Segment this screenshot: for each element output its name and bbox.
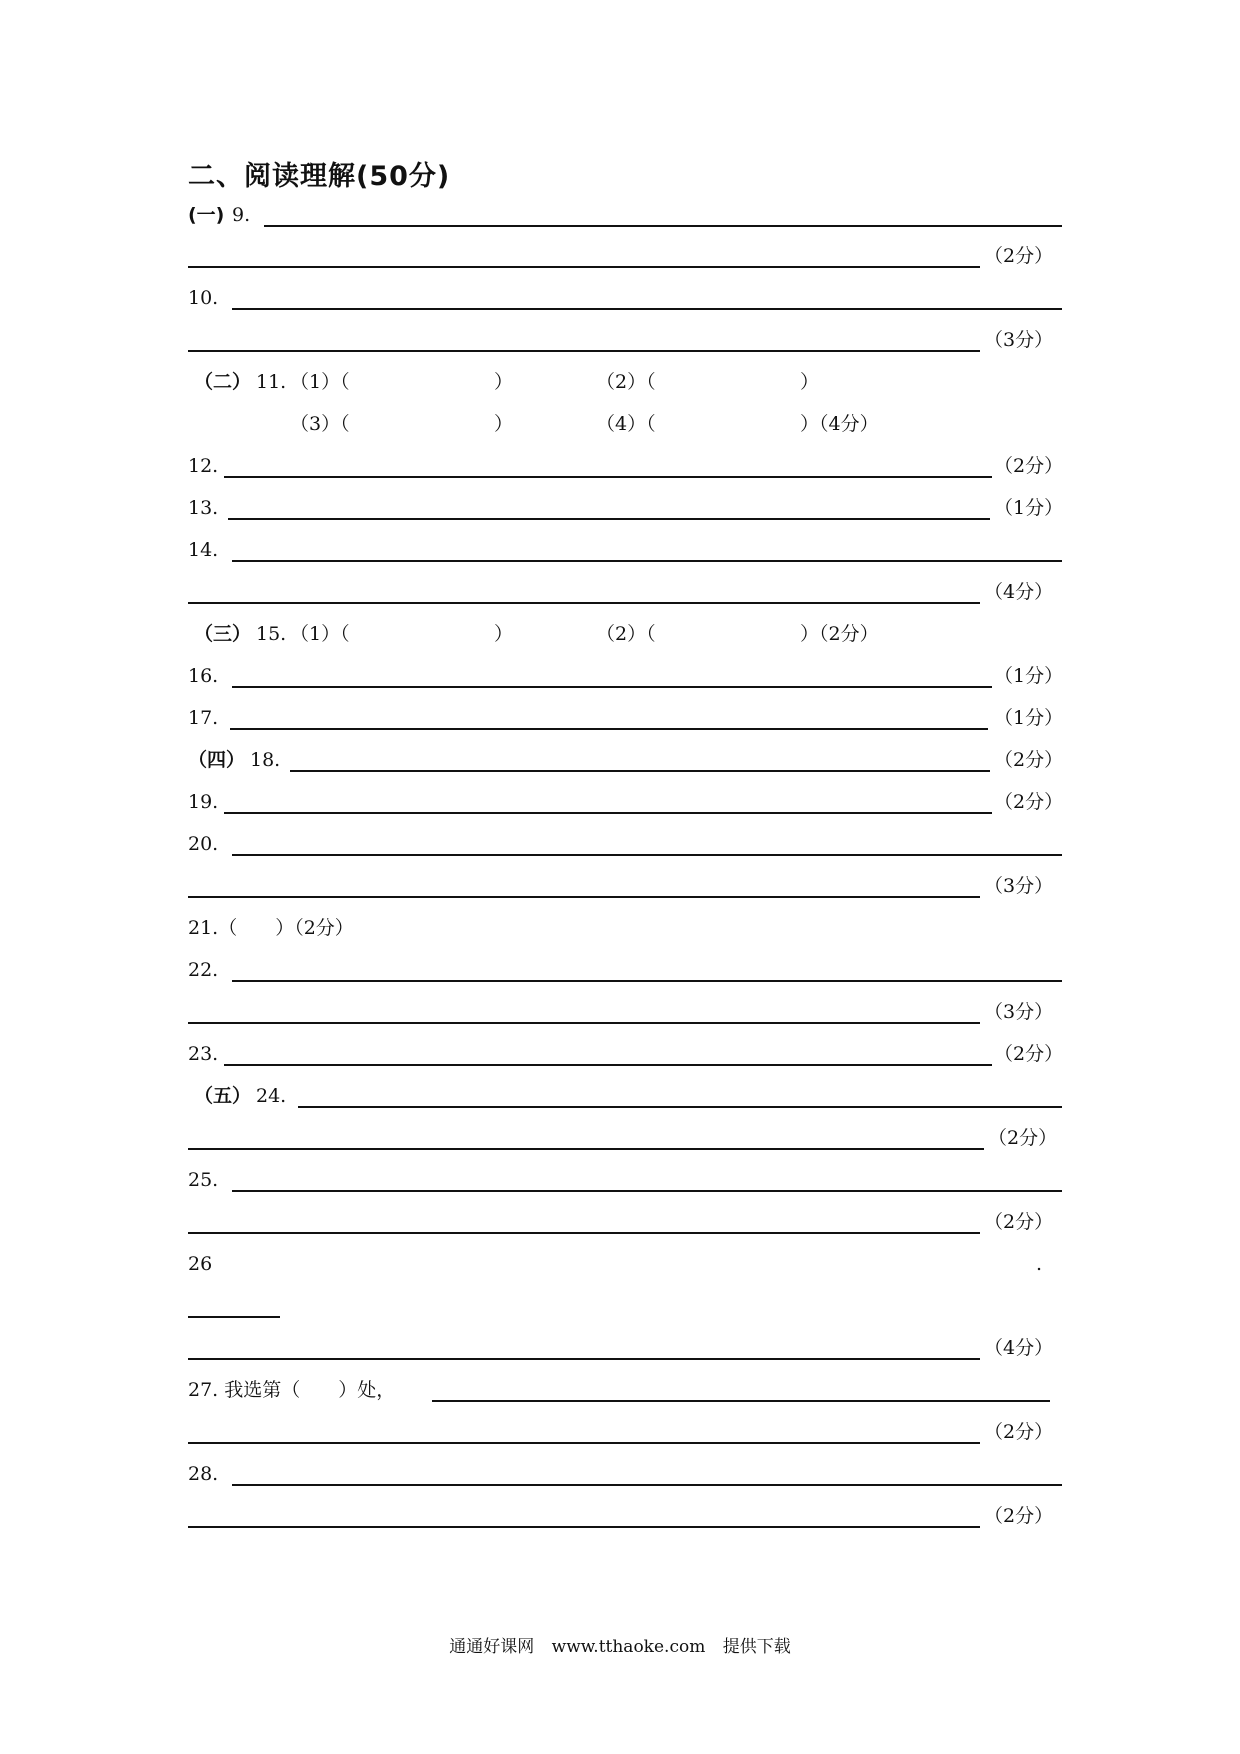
answer-line[interactable] <box>232 854 1062 856</box>
answer-line[interactable] <box>224 812 992 814</box>
points-label: （2分） <box>984 1505 1054 1527</box>
question-number: 24. <box>256 1085 287 1107</box>
question-17 <box>0 699 1240 733</box>
points-label: （2分） <box>994 455 1064 477</box>
section-label: （四） <box>188 749 246 771</box>
question-number: 15. <box>256 623 287 645</box>
question-27 <box>0 1371 1240 1405</box>
answer-line[interactable] <box>188 1316 280 1318</box>
question-number: 12. <box>188 455 219 477</box>
question-number: 10. <box>188 287 219 309</box>
blank-2-close: ）（2分） <box>800 623 879 645</box>
footer-url[interactable]: www.tthaoke.com <box>551 1637 706 1657</box>
question-number: 11. <box>256 371 287 393</box>
answer-line[interactable] <box>224 476 992 478</box>
points-label: （2分） <box>984 1211 1054 1233</box>
answer-line[interactable] <box>228 518 990 520</box>
blank-1-close: ） <box>494 371 514 393</box>
answer-line[interactable] <box>188 350 980 352</box>
question-23 <box>0 1035 1240 1069</box>
points-label: （2分） <box>988 1127 1058 1149</box>
answer-line[interactable] <box>188 1358 980 1360</box>
answer-line[interactable] <box>188 1442 980 1444</box>
answer-line[interactable] <box>188 1526 980 1528</box>
answer-line[interactable] <box>232 560 1062 562</box>
points-label: （4分） <box>984 581 1054 603</box>
answer-line[interactable] <box>232 308 1062 310</box>
question-20 <box>0 825 1240 859</box>
question-number: 17. <box>188 707 219 729</box>
points-label: （3分） <box>984 1001 1054 1023</box>
footer-site-name: 通通好课网 <box>449 1637 535 1657</box>
question-28-line-2 <box>0 1497 1240 1531</box>
answer-line[interactable] <box>188 1232 980 1234</box>
question-12 <box>0 447 1240 481</box>
blank-2-open[interactable]: （2）（ <box>596 623 656 645</box>
question-11 <box>0 363 1240 397</box>
question-number: 26 <box>188 1253 213 1275</box>
question-22-line-2 <box>0 993 1240 1027</box>
points-label: （2分） <box>994 1043 1064 1065</box>
points-label: （1分） <box>994 497 1064 519</box>
question-number: 9. <box>232 204 251 226</box>
question-10-line-2 <box>0 321 1240 355</box>
blank-1-open[interactable]: （1）（ <box>290 623 350 645</box>
section-label: (一) <box>188 204 225 226</box>
blank-3-open[interactable]: （3）（ <box>290 413 350 435</box>
blank-2-close: ） <box>800 371 820 393</box>
answer-line[interactable] <box>188 896 980 898</box>
question-number: 25. <box>188 1169 219 1191</box>
question-10 <box>0 279 1240 313</box>
question-27-text[interactable]: 27. 我选第（ ）处， <box>188 1379 396 1401</box>
answer-line[interactable] <box>290 770 990 772</box>
answer-line[interactable] <box>230 728 988 730</box>
question-28 <box>0 1455 1240 1489</box>
blank-2-open[interactable]: （2）（ <box>596 371 656 393</box>
blank-1-close: ） <box>494 623 514 645</box>
question-21 <box>0 909 1240 943</box>
trailing-dot: . <box>1036 1253 1043 1275</box>
question-16 <box>0 657 1240 691</box>
points-label: （3分） <box>984 875 1054 897</box>
question-number: 19. <box>188 791 219 813</box>
question-number: 13. <box>188 497 219 519</box>
question-25-line-2 <box>0 1203 1240 1237</box>
question-18 <box>0 741 1240 775</box>
question-20-line-2 <box>0 867 1240 901</box>
question-24-line-2 <box>0 1119 1240 1153</box>
question-number: 14. <box>188 539 219 561</box>
question-9-line-2 <box>0 237 1240 271</box>
answer-line[interactable] <box>232 686 992 688</box>
answer-line[interactable] <box>264 225 1062 227</box>
question-number: 28. <box>188 1463 219 1485</box>
section-label: （二） <box>194 371 252 393</box>
points-label: （1分） <box>994 665 1064 687</box>
points-label: （2分） <box>994 749 1064 771</box>
question-13 <box>0 489 1240 523</box>
answer-line[interactable] <box>188 602 980 604</box>
section-title: 二、阅读理解(50分) <box>188 161 451 192</box>
question-24 <box>0 1077 1240 1111</box>
question-number: 23. <box>188 1043 219 1065</box>
question-25 <box>0 1161 1240 1195</box>
blank-1-open[interactable]: （1）（ <box>290 371 350 393</box>
points-label: （2分） <box>994 791 1064 813</box>
blank-4-open[interactable]: （4）（ <box>596 413 656 435</box>
question-number: 16. <box>188 665 219 687</box>
points-label: （2分） <box>984 1421 1054 1443</box>
points-label: （3分） <box>984 329 1054 351</box>
blank-3-close: ） <box>494 413 514 435</box>
answer-line[interactable] <box>432 1400 1050 1402</box>
question-number: 22. <box>188 959 219 981</box>
blank-4-close: ）（4分） <box>800 413 879 435</box>
question-26 <box>0 1245 1240 1279</box>
question-number: 18. <box>250 749 281 771</box>
answer-line[interactable] <box>188 1022 980 1024</box>
question-27-line-2 <box>0 1413 1240 1447</box>
page-footer <box>0 1632 1240 1657</box>
question-11-line-2 <box>0 405 1240 439</box>
points-label: （1分） <box>994 707 1064 729</box>
question-21-text[interactable]: 21.（ ）（2分） <box>188 917 354 939</box>
section-label: （五） <box>194 1085 252 1107</box>
question-14-line-2 <box>0 573 1240 607</box>
question-14 <box>0 531 1240 565</box>
answer-line[interactable] <box>232 1190 1062 1192</box>
question-22 <box>0 951 1240 985</box>
question-26-line-3 <box>0 1329 1240 1363</box>
question-number: 20. <box>188 833 219 855</box>
section-label: （三） <box>194 623 252 645</box>
answer-line[interactable] <box>224 1064 992 1066</box>
answer-line[interactable] <box>232 980 1062 982</box>
answer-line[interactable] <box>188 266 980 268</box>
points-label: （4分） <box>984 1337 1054 1359</box>
question-19 <box>0 783 1240 817</box>
footer-suffix: 提供下载 <box>722 1637 791 1657</box>
answer-line[interactable] <box>232 1484 1062 1486</box>
points-label: （2分） <box>984 245 1054 267</box>
question-15 <box>0 615 1240 649</box>
answer-line[interactable] <box>188 1148 984 1150</box>
answer-line[interactable] <box>298 1106 1062 1108</box>
question-9 <box>0 196 1240 230</box>
question-26-line-2 <box>0 1287 1240 1321</box>
